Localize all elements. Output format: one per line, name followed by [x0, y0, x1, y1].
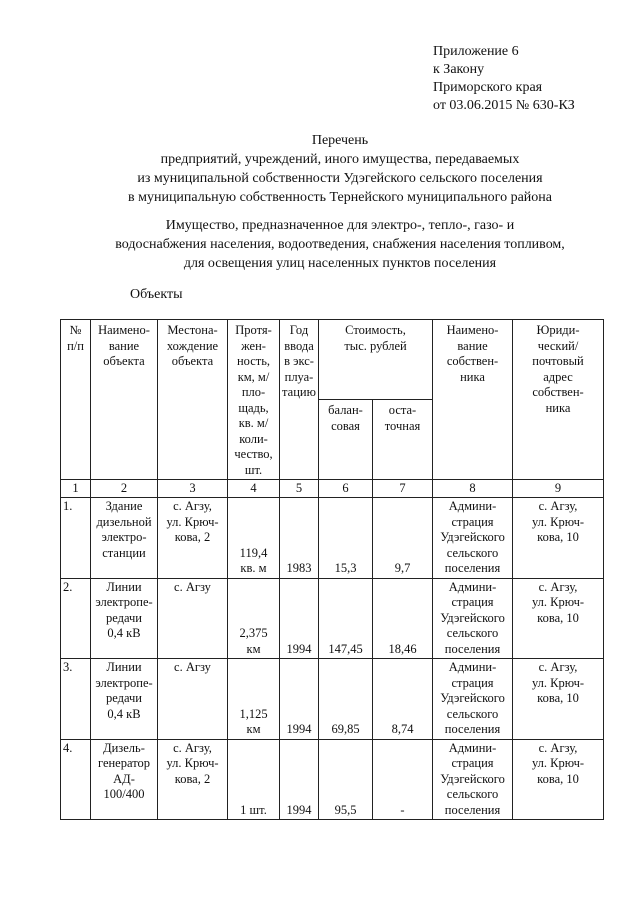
- cell-owner: Админи- страция Удэгейского сельского поселения: [433, 578, 513, 659]
- cell-name: Здание дизельной электро- станции: [91, 498, 158, 579]
- cell-book-value: 15,3: [319, 498, 373, 579]
- cell-location: с. Агзу, ул. Крюч- кова, 2: [158, 498, 228, 579]
- column-number: 6: [319, 480, 373, 498]
- cell-name: Дизель- генератор АД- 100/400: [91, 739, 158, 820]
- appendix-line: Приморского края: [433, 80, 543, 95]
- objects-table: [60, 319, 604, 820]
- cell-length: 1 шт.: [228, 739, 280, 820]
- subtitle-line: для освещения улиц населенных пунктов поселения: [183, 256, 497, 271]
- header-name: Наимено- вание объекта: [91, 320, 158, 480]
- header-address: Юриди- ческий/ почтовый адрес собствен- ника: [513, 320, 604, 480]
- cell-residual-value: 9,7: [373, 498, 433, 579]
- header-row: [61, 320, 604, 400]
- header-cost-book: балан- совая: [319, 400, 373, 480]
- column-number: 8: [433, 480, 513, 498]
- appendix-line: к Закону: [433, 62, 485, 77]
- appendix-line: Приложение 6: [433, 44, 519, 59]
- cell-book-value: 95,5: [319, 739, 373, 820]
- cell-book-value: 147,45: [319, 578, 373, 659]
- column-number: 9: [513, 480, 604, 498]
- cell-location: с. Агзу: [158, 659, 228, 740]
- column-number: 5: [280, 480, 319, 498]
- header-location: Местона- хождение объекта: [158, 320, 228, 480]
- cell-address: с. Агзу, ул. Крюч- кова, 10: [513, 739, 604, 820]
- cell-address: с. Агзу, ул. Крюч- кова, 10: [513, 498, 604, 579]
- cell-name: Линии электропе- редачи 0,4 кВ: [91, 659, 158, 740]
- cell-address: с. Агзу, ул. Крюч- кова, 10: [513, 578, 604, 659]
- document-subtitle: [60, 216, 620, 273]
- cell-num: 3.: [61, 659, 91, 740]
- table-row: [61, 498, 604, 579]
- cell-residual-value: -: [373, 739, 433, 820]
- cell-year: 1994: [280, 739, 319, 820]
- table-row: [61, 659, 604, 740]
- cell-num: 1.: [61, 498, 91, 579]
- column-number: 4: [228, 480, 280, 498]
- table-row: [61, 739, 604, 820]
- header-year: Год ввода в экс- плуа- тацию: [280, 320, 319, 480]
- cell-residual-value: 8,74: [373, 659, 433, 740]
- column-number-row: [61, 480, 604, 498]
- subtitle-line: Имущество, предназначенное для электро-, тепло-, газо- и: [165, 218, 515, 233]
- subtitle-line: водоснабжения населения, водоотведения, снабжения населения топливом,: [115, 237, 565, 252]
- cell-book-value: 69,85: [319, 659, 373, 740]
- cell-owner: Админи- страция Удэгейского сельского поселения: [433, 659, 513, 740]
- appendix-reference: [433, 43, 575, 115]
- cell-name: Линии электропе- редачи 0,4 кВ: [91, 578, 158, 659]
- cell-length: 119,4 кв. м: [228, 498, 280, 579]
- title-line: в муниципальную собственность Тернейского муниципального района: [127, 190, 552, 205]
- cell-num: 2.: [61, 578, 91, 659]
- cell-address: с. Агзу, ул. Крюч- кова, 10: [513, 659, 604, 740]
- header-length: Протя- жен- ность, км, м/ пло- щадь, кв. м/ коли- чество, шт.: [228, 320, 280, 480]
- column-number: 3: [158, 480, 228, 498]
- header-cost-residual: оста- точная: [373, 400, 433, 480]
- column-number: 2: [91, 480, 158, 498]
- appendix-line: от 03.06.2015 № 630-КЗ: [433, 98, 575, 113]
- cell-residual-value: 18,46: [373, 578, 433, 659]
- cell-length: 2,375 км: [228, 578, 280, 659]
- header-owner: Наимено- вание собствен- ника: [433, 320, 513, 480]
- column-number: 7: [373, 480, 433, 498]
- title-line: из муниципальной собственности Удэгейского сельского поселения: [137, 171, 543, 186]
- header-num: № п/п: [61, 320, 91, 480]
- title-line: Перечень: [311, 133, 369, 148]
- cell-year: 1994: [280, 578, 319, 659]
- cell-year: 1994: [280, 659, 319, 740]
- cell-length: 1,125 км: [228, 659, 280, 740]
- cell-location: с. Агзу, ул. Крюч- кова, 2: [158, 739, 228, 820]
- cell-owner: Админи- страция Удэгейского сельского поселения: [433, 739, 513, 820]
- cell-num: 4.: [61, 739, 91, 820]
- header-cost: Стоимость, тыс. рублей: [319, 320, 433, 400]
- table-row: [61, 578, 604, 659]
- cell-location: с. Агзу: [158, 578, 228, 659]
- section-label: Объекты: [130, 287, 183, 302]
- title-line: предприятий, учреждений, иного имущества, передаваемых: [160, 152, 520, 167]
- document-title: [60, 131, 620, 207]
- cell-year: 1983: [280, 498, 319, 579]
- cell-owner: Админи- страция Удэгейского сельского поселения: [433, 498, 513, 579]
- column-number: 1: [61, 480, 91, 498]
